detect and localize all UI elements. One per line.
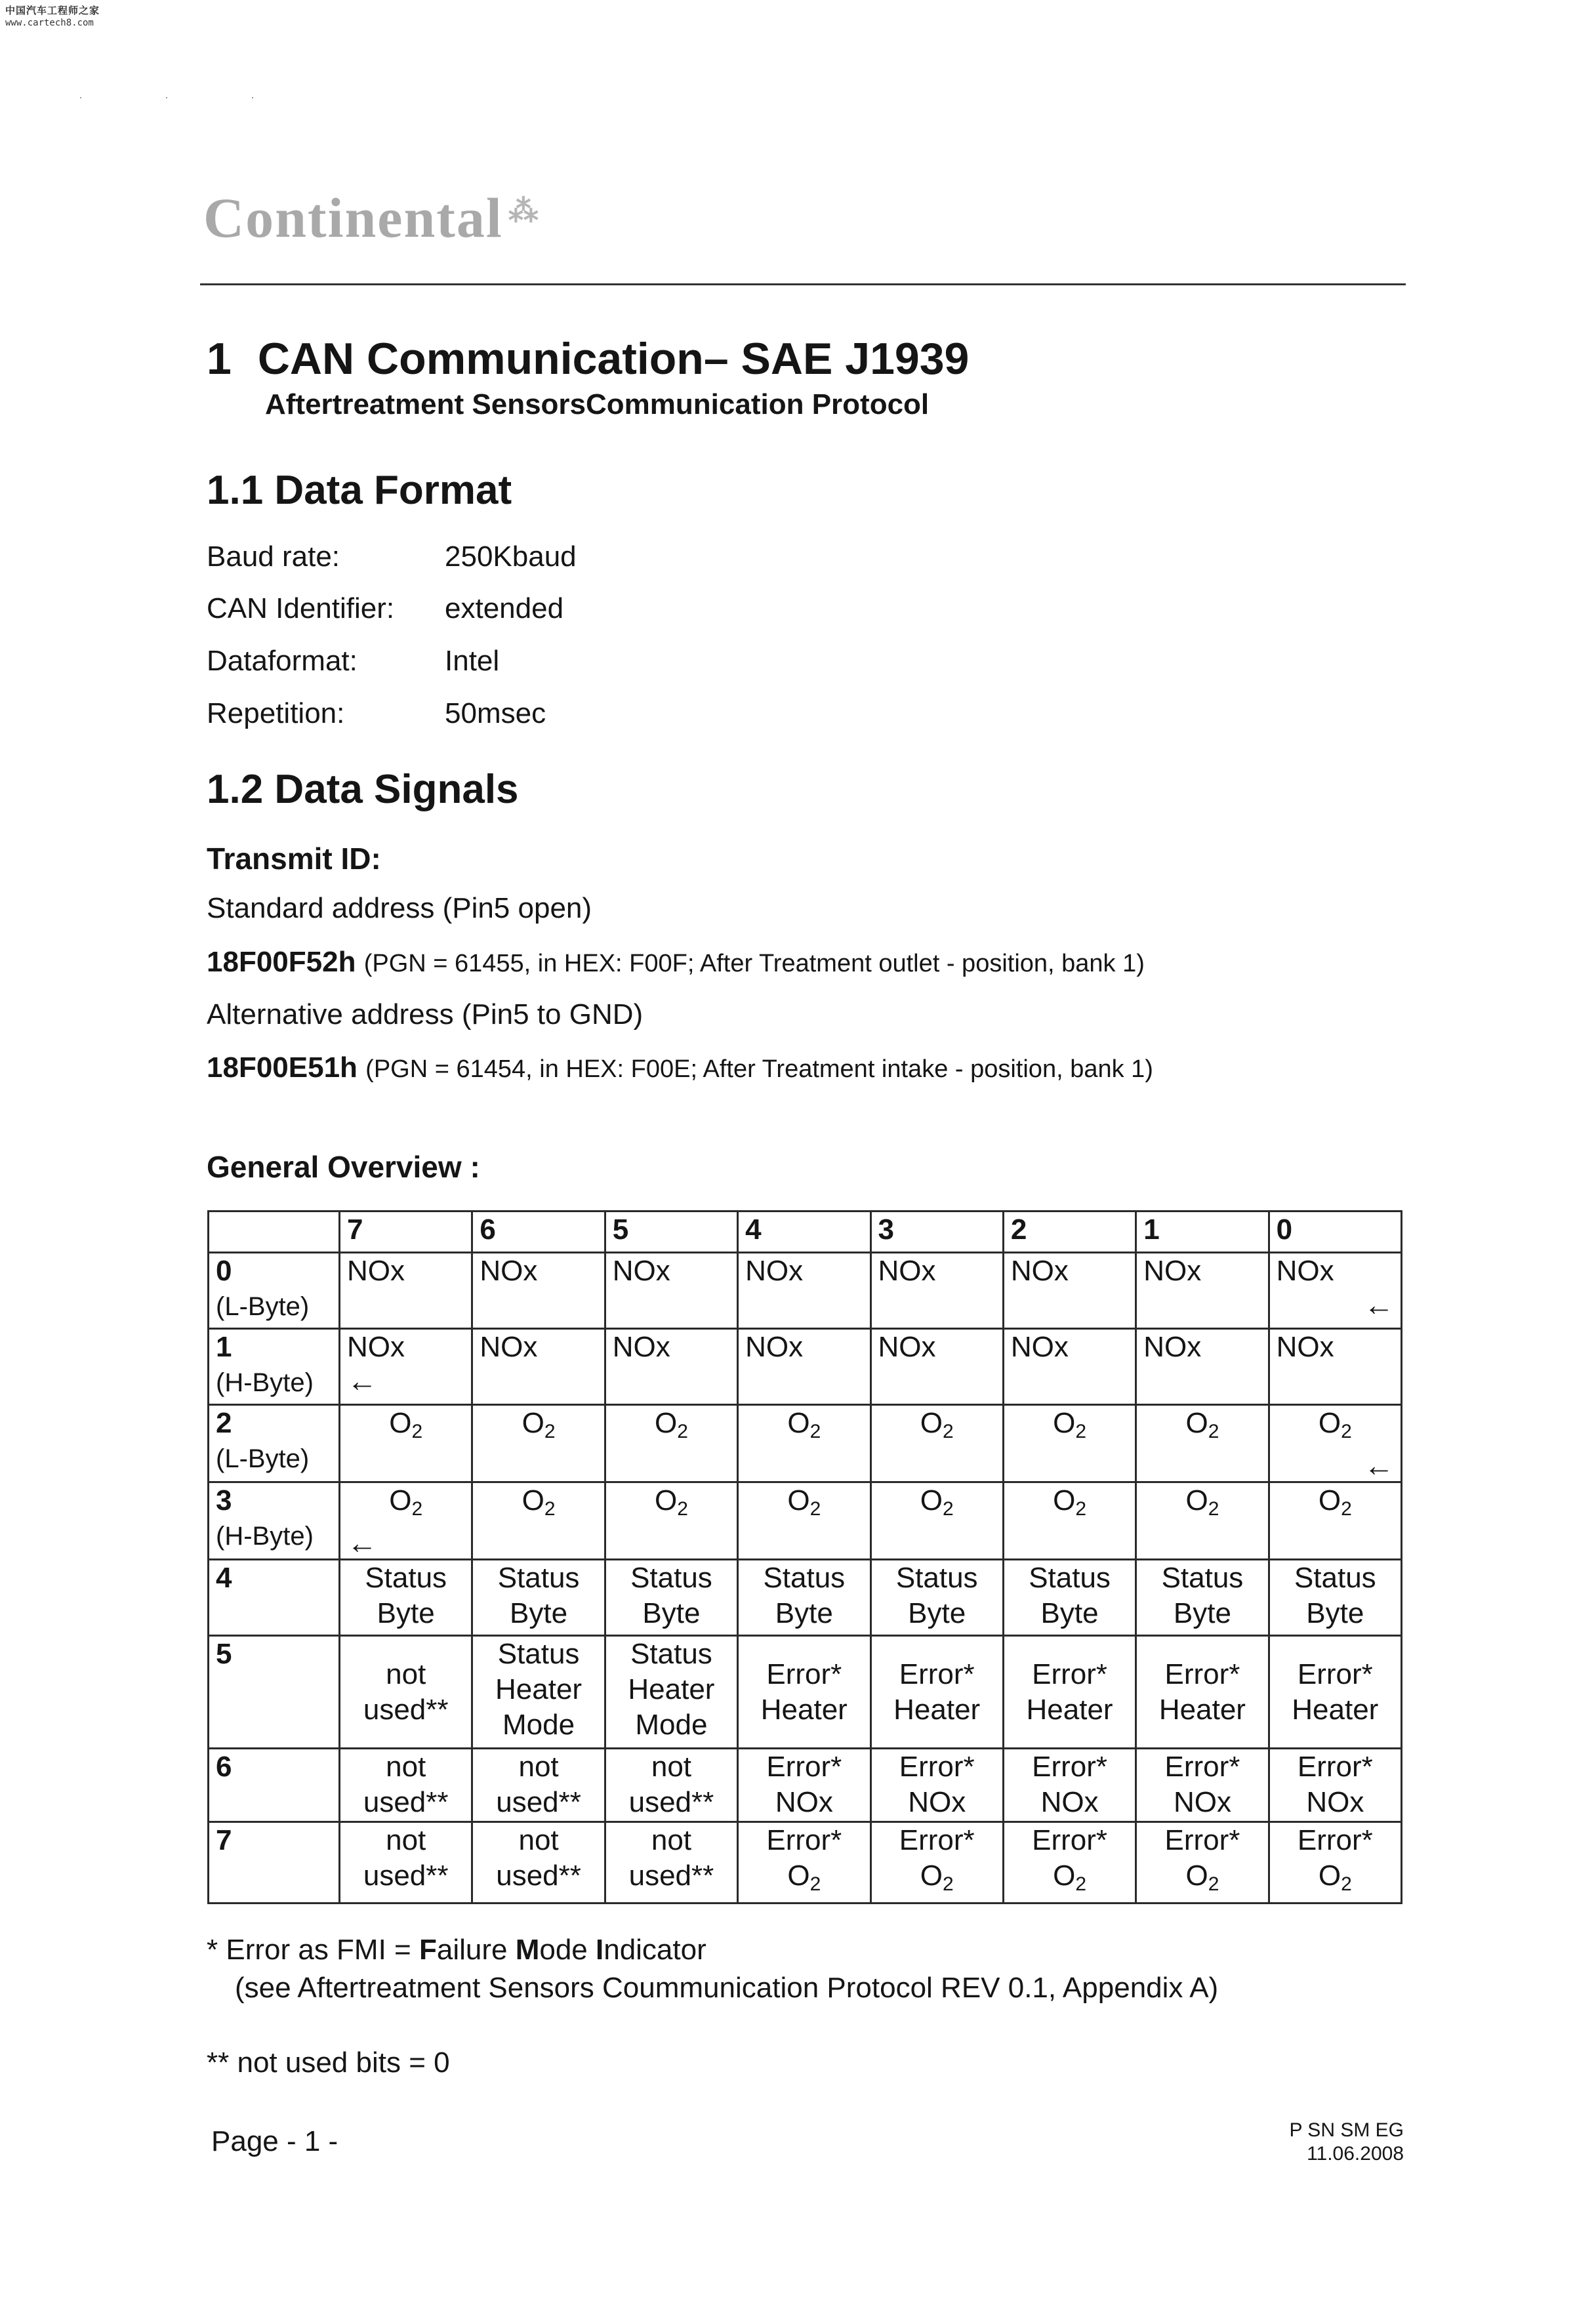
cell-byte3-bit4: O2 xyxy=(738,1482,870,1560)
cell-byte1-bit2: NOx xyxy=(1003,1329,1136,1405)
fmi-reference: (see Aftertreatment Sensors Coummunication Protocol REV 0.1, Appendix A) xyxy=(235,1972,1219,2004)
cell-byte4-bit1: Status Byte xyxy=(1136,1560,1269,1636)
cell-byte2-bit6: O2 xyxy=(472,1405,605,1482)
cell-byte6-bit5: not used** xyxy=(605,1749,737,1822)
table-row xyxy=(209,1749,1402,1822)
cell-byte5-bit3: Error* Heater xyxy=(870,1636,1003,1749)
cell-byte7-bit0: Error* O2 xyxy=(1269,1822,1401,1904)
cell-byte7-bit4: Error* O2 xyxy=(738,1822,870,1904)
format-value-baud-rate: 250Kbaud xyxy=(445,540,577,573)
table-header-row xyxy=(209,1212,1402,1253)
lsb-arrow-icon: ← xyxy=(1364,1288,1394,1322)
cell-byte6-bit7: not used** xyxy=(340,1749,472,1822)
logo-horse-icon: ⁂ xyxy=(508,194,540,228)
cell-byte2-bit1: O2 xyxy=(1136,1405,1269,1482)
id-code-alternative: 18F00E51h xyxy=(207,1051,358,1084)
cell-byte4-bit0: Status Byte xyxy=(1269,1560,1401,1636)
cell-byte1-bit7: NOx ← xyxy=(340,1329,472,1405)
cell-byte0-bit1: NOx xyxy=(1136,1253,1269,1329)
cell-byte4-bit3: Status Byte xyxy=(870,1560,1003,1636)
cell-byte4-bit2: Status Byte xyxy=(1003,1560,1136,1636)
cell-byte0-bit2: NOx xyxy=(1003,1253,1136,1329)
cell-byte2-bit0: O2 ← xyxy=(1269,1405,1401,1482)
cell-byte6-bit1: Error* NOx xyxy=(1136,1749,1269,1822)
watermark-line-2: www.cartech8.com xyxy=(5,18,94,28)
table-row xyxy=(209,1329,1402,1405)
table-row xyxy=(209,1253,1402,1329)
transmit-id-alternative xyxy=(207,1051,1153,1084)
cell-byte3-bit0: O2 xyxy=(1269,1482,1401,1560)
bit-header-3: 3 xyxy=(870,1212,1003,1253)
document-date: 11.06.2008 xyxy=(1307,2143,1404,2165)
byte-label-1: 1 (H-Byte) xyxy=(209,1329,340,1405)
table-row xyxy=(209,1636,1402,1749)
cell-byte2-bit3: O2 xyxy=(870,1405,1003,1482)
fmi-footnote: * Error as FMI = Failure Mode Indicator xyxy=(207,1934,706,1966)
format-label-repetition: Repetition: xyxy=(207,697,345,729)
chapter-number: 1 xyxy=(207,334,232,384)
cell-byte3-bit2: O2 xyxy=(1003,1482,1136,1560)
cell-byte3-bit7: O2 ← xyxy=(340,1482,472,1560)
cell-byte0-bit6: NOx xyxy=(472,1253,605,1329)
table-row xyxy=(209,1822,1402,1904)
watermark xyxy=(5,5,100,29)
cell-byte2-bit2: O2 xyxy=(1003,1405,1136,1482)
format-label-baud-rate: Baud rate: xyxy=(207,540,340,573)
format-value-repetition: 50msec xyxy=(445,697,546,729)
continental-logo xyxy=(203,185,540,251)
cell-byte6-bit6: not used** xyxy=(472,1749,605,1822)
cell-byte3-bit1: O2 xyxy=(1136,1482,1269,1560)
byte-label-0: 0 (L-Byte) xyxy=(209,1253,340,1329)
id-code-standard: 18F00F52h xyxy=(207,946,356,978)
cell-byte3-bit5: O2 xyxy=(605,1482,737,1560)
cell-byte7-bit6: not used** xyxy=(472,1822,605,1904)
cell-byte5-bit2: Error* Heater xyxy=(1003,1636,1136,1749)
byte-label-4: 4 xyxy=(209,1560,340,1636)
cell-byte1-bit4: NOx xyxy=(738,1329,870,1405)
scan-specks: · · · xyxy=(79,91,294,104)
cell-byte5-bit1: Error* Heater xyxy=(1136,1636,1269,1749)
transmit-id-standard xyxy=(207,946,1145,979)
cell-byte0-bit3: NOx xyxy=(870,1253,1003,1329)
cell-byte4-bit5: Status Byte xyxy=(605,1560,737,1636)
section-heading-data-signals: 1.2 Data Signals xyxy=(207,767,519,812)
byte-bit-overview-table xyxy=(207,1210,1402,1904)
cell-byte7-bit7: not used** xyxy=(340,1822,472,1904)
cell-byte4-bit4: Status Byte xyxy=(738,1560,870,1636)
section-heading-data-format: 1.1 Data Format xyxy=(207,468,512,513)
bit-header-1: 1 xyxy=(1136,1212,1269,1253)
cell-byte0-bit7: NOx xyxy=(340,1253,472,1329)
cell-byte2-bit7: O2 xyxy=(340,1405,472,1482)
cell-byte5-bit7: not used** xyxy=(340,1636,472,1749)
bit-header-0: 0 xyxy=(1269,1212,1401,1253)
unused-bits-note: ** not used bits = 0 xyxy=(207,2046,450,2079)
cell-byte6-bit4: Error* NOx xyxy=(738,1749,870,1822)
page-number: Page - 1 - xyxy=(211,2125,338,2157)
byte-label-5: 5 xyxy=(209,1636,340,1749)
bit-header-4: 4 xyxy=(738,1212,870,1253)
cell-byte4-bit7: Status Byte xyxy=(340,1560,472,1636)
document-code xyxy=(1282,2119,1404,2166)
cell-byte1-bit1: NOx xyxy=(1136,1329,1269,1405)
document-department: P SN SM EG xyxy=(1289,2119,1404,2141)
cell-byte1-bit5: NOx xyxy=(605,1329,737,1405)
cell-byte1-bit0: NOx xyxy=(1269,1329,1401,1405)
cell-byte1-bit6: NOx xyxy=(472,1329,605,1405)
format-value-dataformat: Intel xyxy=(445,645,500,677)
watermark-line-1: 中国汽车工程师之家 xyxy=(5,5,100,16)
transmit-id-label: Transmit ID: xyxy=(207,842,381,876)
id-description-standard: (PGN = 61455, in HEX: F00F; After Treatment outlet - position, bank 1) xyxy=(363,950,1145,977)
bit-header-5: 5 xyxy=(605,1212,737,1253)
cell-byte0-bit5: NOx xyxy=(605,1253,737,1329)
msb-arrow-icon: ← xyxy=(347,1364,377,1398)
byte-label-3: 3 (H-Byte) xyxy=(209,1482,340,1560)
bit-header-2: 2 xyxy=(1003,1212,1136,1253)
byte-label-7: 7 xyxy=(209,1822,340,1904)
cell-byte6-bit2: Error* NOx xyxy=(1003,1749,1136,1822)
cell-byte5-bit5: Status Heater Mode xyxy=(605,1636,737,1749)
cell-byte7-bit3: Error* O2 xyxy=(870,1822,1003,1904)
bit-header-7: 7 xyxy=(340,1212,472,1253)
cell-byte0-bit4: NOx xyxy=(738,1253,870,1329)
lsb-arrow-icon: ← xyxy=(1364,1448,1394,1482)
cell-byte7-bit2: Error* O2 xyxy=(1003,1822,1136,1904)
byte-label-2: 2 (L-Byte) xyxy=(209,1405,340,1482)
cell-byte2-bit5: O2 xyxy=(605,1405,737,1482)
table-row xyxy=(209,1405,1402,1482)
general-overview-heading: General Overview : xyxy=(207,1150,480,1184)
byte-label-6: 6 xyxy=(209,1749,340,1822)
cell-byte6-bit3: Error* NOx xyxy=(870,1749,1003,1822)
standard-address-text: Standard address (Pin5 open) xyxy=(207,892,592,924)
table-row xyxy=(209,1560,1402,1636)
table-corner-cell xyxy=(209,1212,340,1253)
logo-text: Continental xyxy=(203,186,503,249)
chapter-subtitle: Aftertreatment SensorsCommunication Protocol xyxy=(265,388,930,420)
alternative-address-text: Alternative address (Pin5 to GND) xyxy=(207,998,644,1030)
cell-byte7-bit1: Error* O2 xyxy=(1136,1822,1269,1904)
format-label-can-identifier: CAN Identifier: xyxy=(207,592,395,624)
format-value-can-identifier: extended xyxy=(445,592,564,624)
cell-byte5-bit4: Error* Heater xyxy=(738,1636,870,1749)
format-label-dataformat: Dataformat: xyxy=(207,645,358,677)
header-divider xyxy=(200,283,1406,285)
cell-byte4-bit6: Status Byte xyxy=(472,1560,605,1636)
cell-byte6-bit0: Error* NOx xyxy=(1269,1749,1401,1822)
cell-byte1-bit3: NOx xyxy=(870,1329,1003,1405)
cell-byte2-bit4: O2 xyxy=(738,1405,870,1482)
cell-byte3-bit3: O2 xyxy=(870,1482,1003,1560)
cell-byte5-bit0: Error* Heater xyxy=(1269,1636,1401,1749)
cell-byte7-bit5: not used** xyxy=(605,1822,737,1904)
msb-arrow-icon: ← xyxy=(347,1526,377,1560)
id-description-alternative: (PGN = 61454, in HEX: F00E; After Treatment intake - position, bank 1) xyxy=(365,1055,1153,1083)
cell-byte0-bit0: NOx ← xyxy=(1269,1253,1401,1329)
chapter-title-text: CAN Communication– SAE J1939 xyxy=(257,334,970,384)
bit-header-6: 6 xyxy=(472,1212,605,1253)
table-row xyxy=(209,1482,1402,1560)
cell-byte3-bit6: O2 xyxy=(472,1482,605,1560)
cell-byte5-bit6: Status Heater Mode xyxy=(472,1636,605,1749)
chapter-title xyxy=(207,333,969,384)
